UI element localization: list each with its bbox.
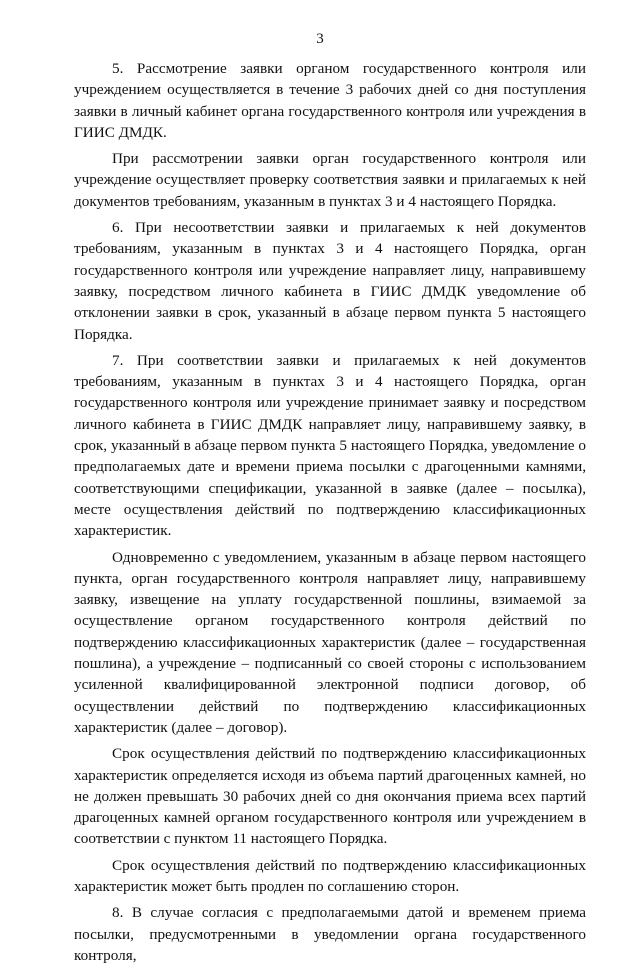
paragraph-item-5: 5. Рассмотрение заявки органом государственного контроля или учреждением осуществляется в течение 3 рабочих дней со дня поступления заявки в личный кабинет органа государственного контроля или учреждения в ГИИС ДМДК. (74, 60, 586, 141)
paragraph-item-7-extension: Срок осуществления действий по подтверждению классификационных характеристик может быть продлен по соглашению сторон. (74, 856, 586, 895)
document-body (74, 58, 586, 971)
paragraph-item-5-review: При рассмотрении заявки орган государственного контроля или учреждение осуществляет проверку соответствия заявки и прилагаемых к ней документов требованиям, указанным в пунктах 3 и 4 настоящего Порядка. (74, 150, 586, 210)
paragraph-item-7: 7. При соответствии заявки и прилагаемых к ней документов требованиям, указанным в пунктах 3 и 4 настоящего Порядка, орган государственного контроля или учреждение принимает заявку и посредством личного кабинета в ГИИС ДМДК направляет лицу, направившему заявку, в срок, указанный в абзаце первом пункта 5 настоящего Порядка, уведомление о предполагаемых дате и времени приема посылки с драгоценными камнями, соответствующими спецификации, указанной в заявке (далее – посылка), месте осуществления действий по подтверждению классификационных характеристик. (74, 351, 586, 540)
paragraph-item-7-notice: Одновременно с уведомлением, указанным в абзаце первом настоящего пункта, орган государственного контроля направляет лицу, направившему заявку, извещение на уплату государственной пошлины, взимаемой за осуществление органом государственного контроля действий по подтверждению классификационных характеристик (далее – государственная пошлина), а учреждение – подписанный со своей стороны с использованием усиленной квалифицированной электронной подписи договор, об осуществлении действий по подтверждению классификационных характеристик (далее – договор). (74, 548, 586, 736)
paragraph-item-8: 8. В случае согласия с предполагаемыми датой и временем приема посылки, предусмотренными в уведомлении органа государственного контроля, (74, 904, 586, 964)
paragraph-item-7-term: Срок осуществления действий по подтверждению классификационных характеристик определяется исходя из объема партий драгоценных камней, но не должен превышать 30 рабочих дней со дня окончания приема всех партий драгоценных камней органом государственного контроля или учреждением в соответствии с пунктом 11 настоящего Порядка. (74, 745, 586, 848)
page-number: 3 (316, 31, 324, 47)
paragraph-item-6: 6. При несоответствии заявки и прилагаемых к ней документов требованиям, указанным в пунктах 3 и 4 настоящего Порядка, орган государственного контроля или учреждение направляет лицу, направившему заявку, посредством личного кабинета в ГИИС ДМДК уведомление об отклонении заявки в срок, указанный в абзаце первом пункта 5 настоящего Порядка. (74, 219, 586, 343)
